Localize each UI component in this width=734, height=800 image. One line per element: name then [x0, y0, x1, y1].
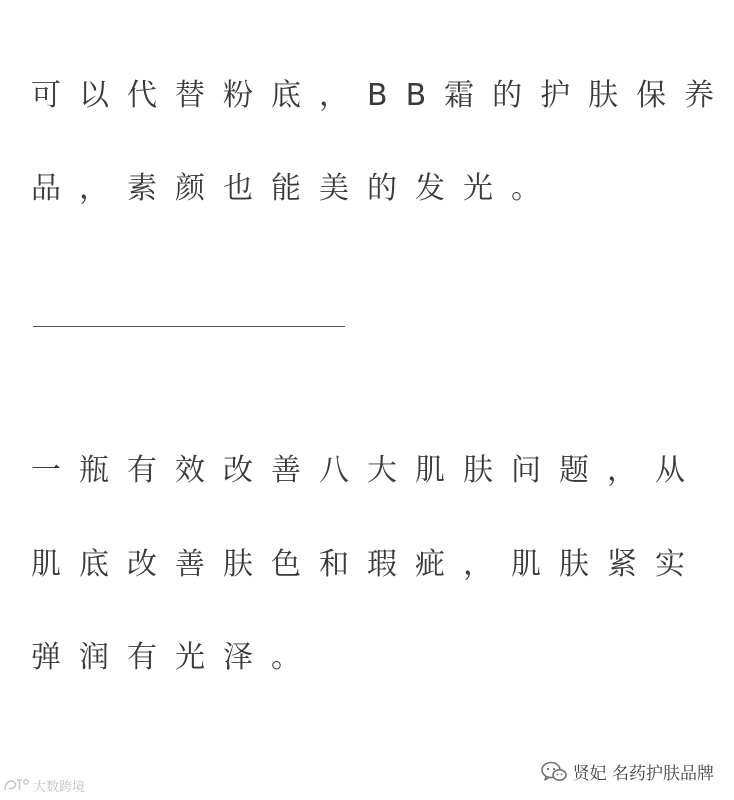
wechat-icon	[541, 761, 567, 783]
source-watermark	[2, 774, 85, 796]
paragraph-1-line-2: 品，素颜也能美的发光。	[31, 171, 559, 206]
paragraph-2-line-1: 一瓶有效改善八大肌肤问题，从	[31, 453, 703, 488]
paragraph-2-line-3: 弹润有光泽。	[31, 640, 319, 675]
paragraph-1-line-1: 可以代替粉底，BB霜的护肤保养	[31, 78, 733, 113]
account-watermark	[541, 759, 714, 784]
source-watermark-text: 大数跨境	[33, 779, 86, 795]
account-name: 贤妃 名药护肤品牌	[572, 764, 714, 784]
paragraph-2-line-2: 肌底改善肤色和瑕疵，肌肤紧实	[31, 547, 703, 582]
divider	[33, 326, 345, 327]
brand-logo-icon	[2, 776, 30, 794]
